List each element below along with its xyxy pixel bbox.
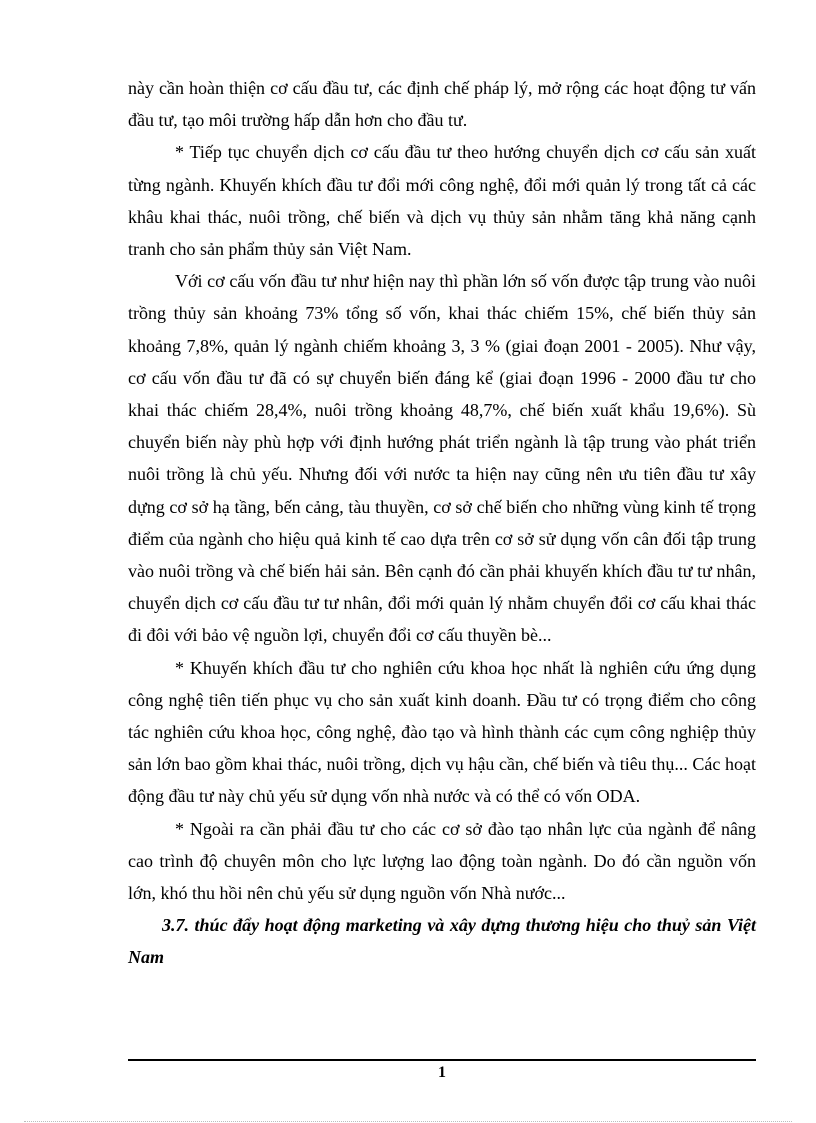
page-bottom-border bbox=[24, 1121, 792, 1122]
section-heading: 3.7. thúc đẩy hoạt động marketing và xây dựng thương hiệu cho thuỷ sản Việt Nam bbox=[128, 915, 756, 968]
paragraph-investment-structure: * Tiếp tục chuyển dịch cơ cấu đầu tư theo hướng chuyển dịch cơ cấu sản xuất từng ngành. Khuyến khích đầu tư đổi mới công nghệ, đổi mới quản lý trong tất cả các khâu khai thác, nuôi trồng, chế biến và dịch vụ thủy sản nhằm tăng khả năng cạnh tranh cho sản phẩm thủy sản Việt Nam. bbox=[128, 142, 756, 260]
document-body bbox=[128, 72, 756, 974]
paragraph-capital-structure: Với cơ cấu vốn đầu tư như hiện nay thì phần lớn số vốn được tập trung vào nuôi trồng thủy sản khoảng 73% tổng số vốn, khai thác chiếm 15%, chế biến thủy sản khoảng 7,8%, quản lý ngành chiếm khoảng 3, 3 % (giai đoạn 2001 - 2005). Như vậy, cơ cấu vốn đầu tư đã có sự chuyển biến đáng kể (giai đoạn 1996 - 2000 đầu tư cho khai thác chiếm 28,4%, nuôi trồng khoảng 48,7%, chế biến xuất khẩu 19,6%). Sù chuyển biến này phù hợp với định hướng phát triển ngành là tập trung vào phát triển nuôi trồng là chủ yếu. Nhưng đối với nước ta hiện nay cũng nên ưu tiên đầu tư xây dựng cơ sở hạ tầng, bến cảng, tàu thuyền, cơ sở chế biến cho những vùng kinh tế trọng điểm của ngành cho hiệu quả kinh tế cao dựa trên cơ sở sử dụng vốn cân đối tập trung vào nuôi trồng và chế biến hải sản. Bên cạnh đó cần phải khuyến khích đầu tư tư nhân, chuyển dịch cơ cấu đầu tư tư nhân, đổi mới quản lý nhằm chuyển đổi cơ cấu khai thác đi đôi với bảo vệ nguồn lợi, chuyển đổi cơ cấu thuyền bè... bbox=[128, 271, 756, 646]
footer-divider bbox=[128, 1059, 756, 1061]
paragraph-research-investment: * Khuyến khích đầu tư cho nghiên cứu khoa học nhất là nghiên cứu ứng dụng công nghệ tiên tiến phục vụ cho sản xuất kinh doanh. Đầu tư có trọng điểm cho công tác nghiên cứu khoa học, công nghệ, đào tạo và hình thành các cụm công nghiệp thủy sản lớn bao gồm khai thác, nuôi trồng, dịch vụ hậu cần, chế biến và tiêu thụ... Các hoạt động đầu tư này chủ yếu sử dụng vốn nhà nước và có thể có vốn ODA. bbox=[128, 657, 756, 807]
paragraph-training-investment: * Ngoài ra cần phải đầu tư cho các cơ sở đào tạo nhân lực của ngành để nâng cao trình độ chuyên môn cho lực lượng lao động toàn ngành. Do đó cần nguồn vốn lớn, khó thu hồi nên chủ yếu sử dụng nguồn vốn Nhà nước... bbox=[128, 818, 756, 904]
page-number: 1 bbox=[438, 1064, 446, 1081]
paragraph-continuation: này cần hoàn thiện cơ cấu đầu tư, các định chế pháp lý, mở rộng các hoạt động tư vấn đầu tư, tạo môi trường hấp dẫn hơn cho đầu tư. bbox=[128, 78, 756, 131]
